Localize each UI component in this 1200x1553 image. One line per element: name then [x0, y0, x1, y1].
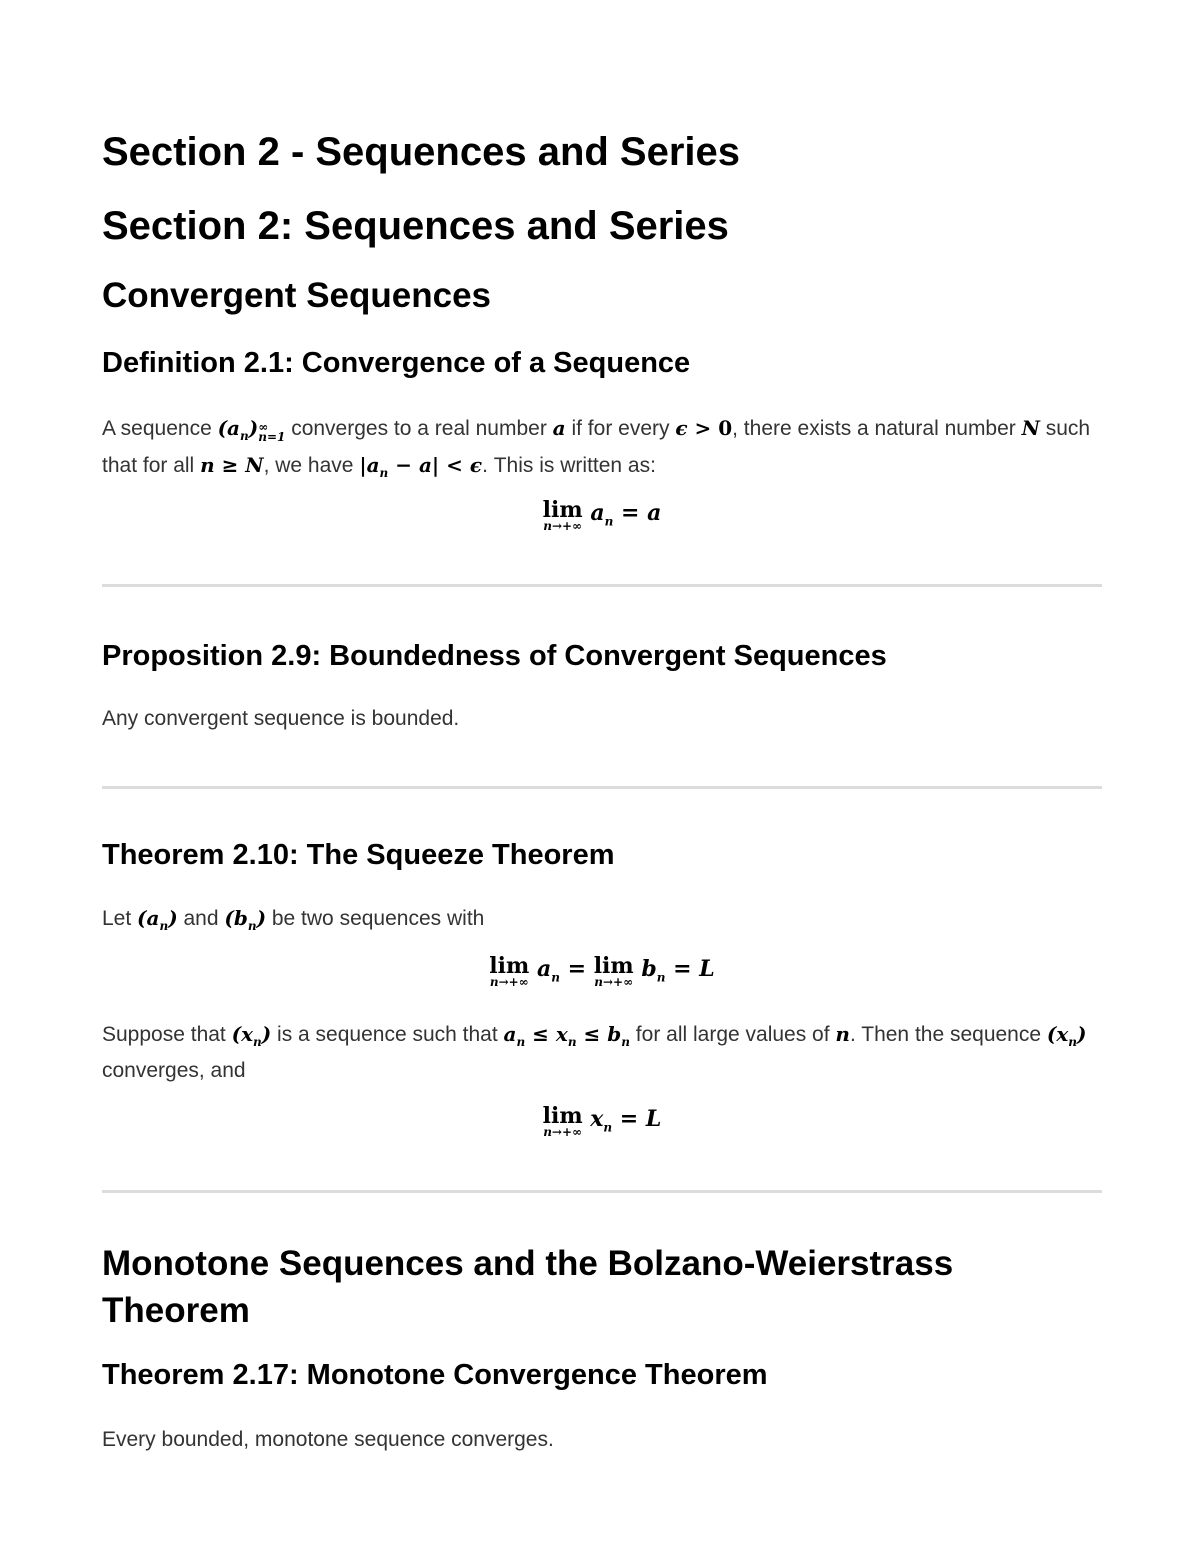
limit-equation-2: lim n→+∞ $a_n$ = lim n→+∞ $b_n = L$: [489, 953, 715, 989]
page-title: Section 2 - Sequences and Series: [102, 130, 741, 174]
divider: [102, 786, 1102, 789]
theorem-2-10-body-2: Suppose that $(x_n)$ is a sequence such that $a_n \le x_n \le b_n$ for all large values of n. Then the sequence $(x_n)$ converges, and: [102, 1022, 1087, 1082]
theorem-2-17-body: Every bounded, monotone sequence converges.: [102, 1428, 554, 1451]
divider: [102, 1190, 1102, 1193]
limit-equation-1: lim n→+∞ $a_n = a$: [542, 497, 662, 533]
proposition-2-9-body: Any convergent sequence is bounded.: [102, 707, 460, 730]
divider: [102, 584, 1102, 587]
convergent-sequences-heading: Convergent Sequences: [102, 276, 491, 315]
monotone-sequences-heading: Monotone Sequences and the Bolzano-Weierstrass Theorem: [102, 1244, 954, 1330]
theorem-2-10-heading: Theorem 2.10: The Squeeze Theorem: [102, 839, 615, 871]
limit-equation-3: lim n→+∞ $x_n = L$: [542, 1103, 662, 1139]
section-heading: Section 2: Sequences and Series: [102, 204, 729, 248]
proposition-2-9-heading: Proposition 2.9: Boundedness of Convergent Sequences: [102, 640, 887, 672]
math-sequence-a: $(a_n)$ ∞ n=1: [217, 416, 286, 444]
definition-2-1-heading: Definition 2.1: Convergence of a Sequence: [102, 347, 691, 379]
theorem-2-10-body-1: Let $(a_n)$ and $(b_n)$ be two sequences with: [102, 906, 485, 933]
definition-2-1-body: A sequence $(a_n)$ ∞ n=1 converges to a real number a if for every ϵ > 0, there exists a natural number N such that for all n ≥ N, we have $|a_n - a| < \epsilon$. This is written as:: [102, 416, 1091, 480]
theorem-2-17-heading: Theorem 2.17: Monotone Convergence Theorem: [102, 1359, 768, 1391]
